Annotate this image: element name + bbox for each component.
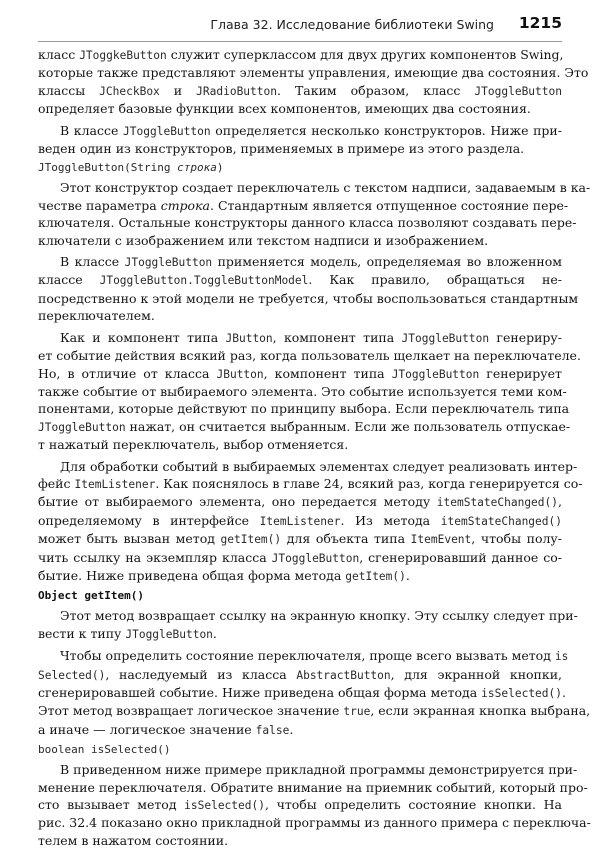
text-line: бытие от выбираемого элемента, оно передается методу itemStateChanged(),	[38, 494, 562, 510]
text-line: В приведенном ниже примере прикладной программы демонстрируется при-	[60, 762, 578, 778]
text-line: Но, в отличие от класса JButton, компонент типа JToggleButton генерирует	[38, 365, 562, 381]
text-line: Этот конструктор создает переключатель с текстом надписи, задаваемым в ка-	[60, 180, 591, 196]
paragraph	[38, 761, 591, 849]
text-line: Этот метод возвращает ссылку на экранную кнопку. Эту ссылку следует при-	[60, 608, 578, 624]
text-line: Этот метод возвращает логическое значение true, если экранная кнопка выбрана,	[38, 703, 591, 719]
text-line: Selected(), наследуемый из класса AbstractButton, для экранной кнопки,	[38, 666, 563, 682]
paragraph	[38, 253, 579, 325]
text-line: также событие от выбираемого элемента. Это событие используется теми ком-	[38, 383, 567, 399]
text-line: бытие. Ниже приведена общая форма метода getItem().	[38, 567, 410, 583]
text-line: понентами, которые действуют по принципу выбора. Если переключатель типа	[38, 401, 570, 417]
code-signature: Object getItem()	[38, 589, 144, 603]
paragraph	[38, 607, 578, 643]
text-line: В классе JToggleButton применяется модель, определяемая во вложенном	[60, 254, 562, 270]
text-line: ключатели с изображением или текстом надписи и изображением.	[38, 232, 489, 248]
text-line: телем в нажатом состоянии.	[38, 832, 229, 848]
text-line: классы JCheckBox и JRadioButton. Таким образом, класс JToggleButton	[38, 82, 562, 98]
page-number: 1215	[518, 14, 562, 32]
running-head: Глава 32. Исследование библиотеки Swing	[210, 17, 494, 32]
text-line: а иначе — логическое значение false.	[38, 721, 294, 737]
text-line: честве параметра строка. Стандартным является отпущенное состояние пере-	[38, 197, 569, 213]
text-line: т нажатый переключатель, выбор отменяется.	[38, 437, 349, 453]
text-line: классе JToggleButton.ToggleButtonModel. Как правило, обращаться не-	[38, 272, 562, 288]
page-header	[38, 14, 562, 36]
text-line: посредственно к этой модели не требуется, чтобы воспользоваться стандартным	[38, 290, 579, 306]
text-line: Для обработки событий в выбираемых элементах следует реализовать интер-	[60, 458, 578, 474]
code-signature: JToggleButton(String строка)	[38, 161, 224, 175]
text-line: ключателя. Остальные конструкторы данного класса позволяют создавать пере-	[38, 215, 577, 231]
text-line: Чтобы определить состояние переключателя, проще всего вызвать метод is	[60, 648, 569, 664]
text-line: определяемому в интерфейсе ItemListener. Из метода itemStateChanged()	[38, 512, 562, 528]
paragraph	[38, 46, 589, 118]
paragraph	[38, 122, 562, 158]
text-line: Как и компонент типа JButton, компонент типа JToggleButton генериру-	[60, 329, 563, 345]
text-line: чить ссылку на экземпляр класса JToggleButton, сгенерировавший данное со-	[38, 549, 562, 565]
text-line: веден один из конструкторов, применяемых в примере из этого раздела.	[38, 141, 525, 157]
header-rule	[38, 41, 562, 42]
text-line: которые также представляют элементы управления, имеющие два состояния. Это	[38, 65, 589, 81]
text-line: менение переключателя. Обратите внимание на приемник событий, который про-	[38, 779, 588, 795]
code-signature: boolean isSelected()	[38, 743, 171, 757]
text-line: сто вызывает метод isSelected(), чтобы определить состояние кнопки. На	[38, 797, 562, 813]
text-line: класс JToggkeButton служит суперклассом для двух других компонентов Swing,	[38, 47, 564, 62]
text-line: вести к типу JToggleButton.	[38, 625, 217, 641]
text-line: фейс ItemListener. Как пояснялось в главе 24, всякий раз, когда генерируется со-	[38, 475, 583, 491]
paragraph	[38, 329, 581, 454]
page-body	[38, 46, 591, 849]
text-line: рис. 32.4 показано окно прикладной программы из данного примера с переключа-	[38, 815, 591, 831]
text-line: ет событие действия всякий раз, когда пользователь щелкает на переключателе.	[38, 348, 581, 364]
text-line: JToggleButton нажат, он считается выбранным. Если же пользователь отпускае-	[38, 418, 571, 434]
text-line: может быть вызван метод getItem() для объекта типа ItemEvent, чтобы полу-	[38, 531, 562, 547]
paragraph	[38, 458, 583, 586]
paragraph	[38, 647, 591, 739]
text-line: определяет базовые функции всех компонентов, имеющих два состояния.	[38, 101, 531, 117]
paragraph	[38, 179, 591, 249]
text-line: В классе JToggleButton определяется несколько конструкторов. Ниже при-	[60, 122, 562, 138]
text-line: сгенерировавшей событие. Ниже приведена общая форма метода isSelected().	[38, 685, 566, 700]
text-line: переключателем.	[38, 308, 155, 324]
